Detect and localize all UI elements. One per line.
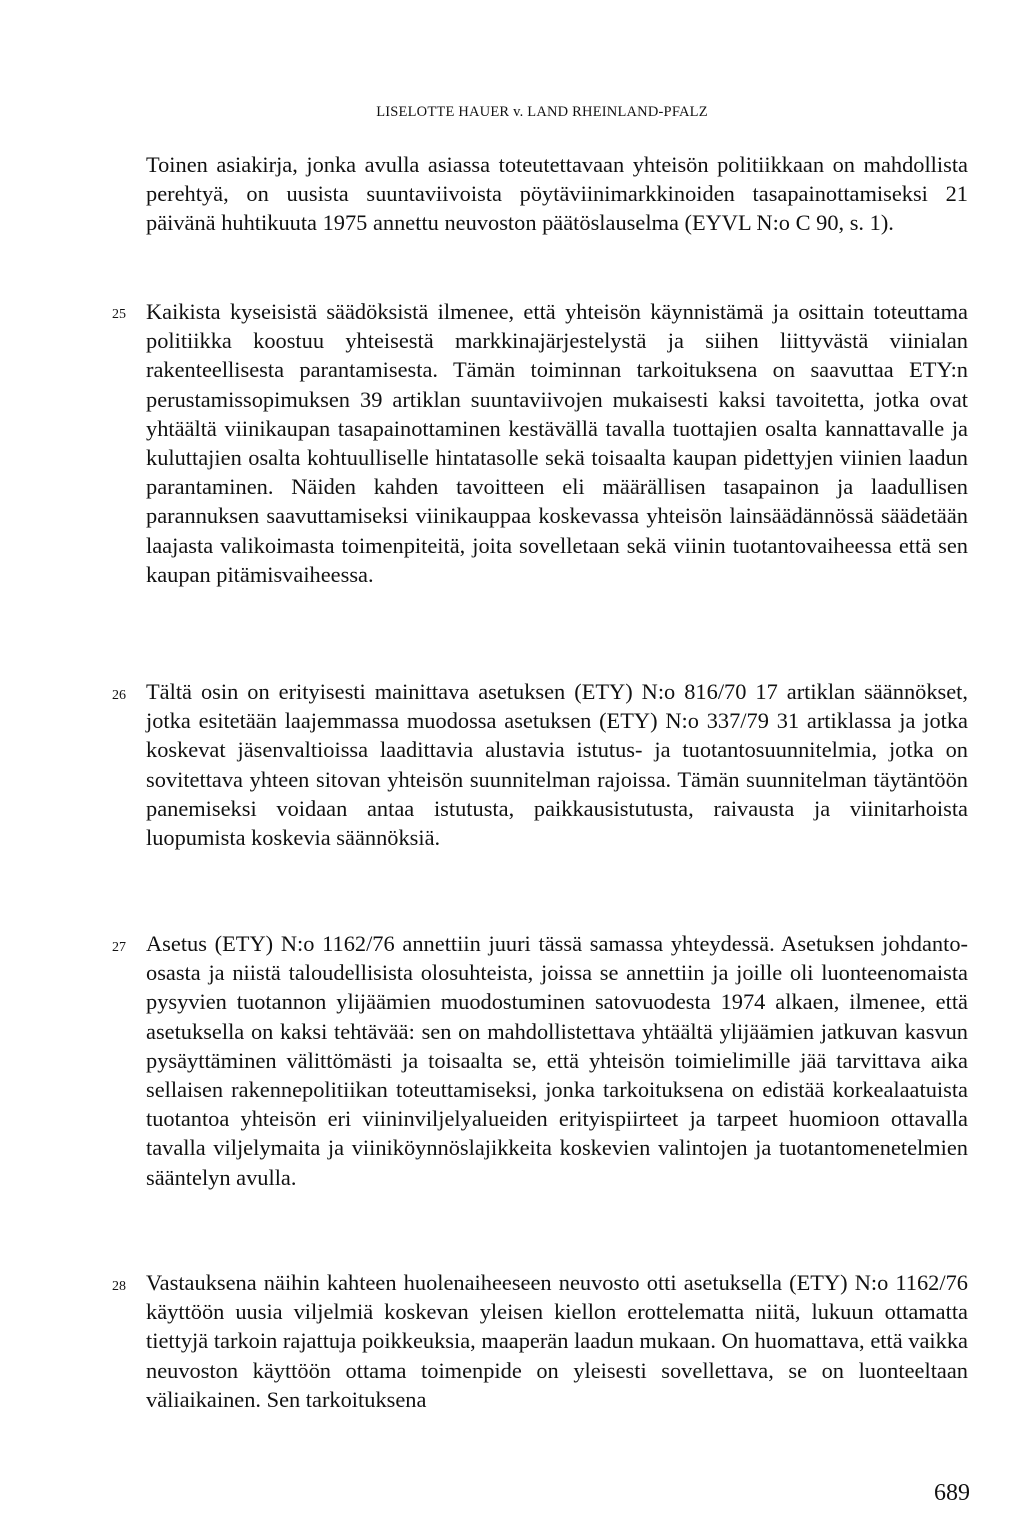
paragraph-number-26: 26 [112, 688, 126, 703]
page-number: 689 [934, 1480, 970, 1506]
paragraph-number-28: 28 [112, 1279, 126, 1294]
paragraph-25: Kaikista kyseisistä säädöksistä ilmenee, että yhteisön käynnistämä ja osittain toteuttama politiikka koostuu yhteisestä markkinajärjestelystä ja siihen liittyvästä viinialan rakenteellisesta parantamisesta. Tämän toiminnan tarkoituksena on saavuttaa ETY:n perustamissopimuksen 39 artiklan suuntaviivojen mukaisesti kaksi tavoitetta, jotka ovat yhtäältä viinikaupan tasapainottaminen kestävällä tavalla tuottajien osalta kannattavalle ja kuluttajien osalta kohtuulliselle hintatasolle sekä toisaalta kaupan pidettyjen viinien laadun parantaminen. Näiden kahden tavoitteen eli määrällisen tasapainon ja laadullisen parannuksen saavuttamiseksi viinikauppaa koskevassa yhteisön lainsäädännössä säädetään laajasta valikoimasta toimenpiteitä, joita sovelletaan sekä viinin tuotantovaiheessa että sen kaupan pitämisvaiheessa. [146, 299, 968, 587]
paragraph-26: Tältä osin on erityisesti mainittava asetuksen (ETY) N:o 816/70 17 artiklan säännökset, jotka esitetään laajemmassa muodossa asetuksen (ETY) N:o 337/79 31 artiklassa ja jotka koskevat jäsenvaltioissa laadittavia alustavia istutus- ja tuotantosuunnitelmia, jotka on sovitettava yhteen sitovan yhteisön suunnitelman rajoissa. Tämän suunnitelman täytäntöön panemiseksi voidaan antaa istutusta, paikkausistutusta, raivausta ja viinitarhoista luopumista koskevia säännöksiä. [146, 679, 968, 851]
paragraph-number-25: 25 [112, 307, 126, 322]
running-header: LISELOTTE HAUER v. LAND RHEINLAND-PFALZ [376, 104, 708, 120]
paragraph-28: Vastauksena näihin kahteen huolenaiheeseen neuvosto otti asetuksella (ETY) N:o 1162/76 käyttöön uusia viljelmiä koskevan yleisen kiellon erottelematta niitä, lukuun ottamatta tiettyjä tarkoin rajattuja poikkeuksia, maaperän laadun mukaan. On huomattava, että vaikka neuvoston käyttöön ottama toimenpide on yleisesti sovellettava, se on luonteeltaan väliaikainen. Sen tarkoituksena [146, 1270, 968, 1412]
paragraph-27: Asetus (ETY) N:o 1162/76 annettiin juuri tässä samassa yhteydessä. Asetuksen johdanto-osasta ja niistä taloudellisista olosuhteista, joissa se annettiin ja joille oli luonteenomaista pysyvien tuotannon ylijäämien muodostuminen satovuodesta 1974 alkaen, ilmenee, että asetuksella on kaksi tehtävää: sen on mahdollistettava yhtäältä ylijäämien jatkuvan kasvun pysäyttäminen välittömästi ja toisaalta se, että yhteisön toimielimille jää tarvittava aika sellaisen rakennepolitiikan toteuttamiseksi, jonka tarkoituksena on edistää korkealaatuista tuotantoa yhteisön eri viininviljelyalueiden erityispiirteet ja tarpeet huomioon ottavalla tavalla viljelymaita ja viiniköynnöslajikkeita koskevien valintojen ja tuotantomenetelmien sääntelyn avulla. [146, 931, 968, 1190]
paragraph-intro: Toinen asiakirja, jonka avulla asiassa toteutettavaan yhteisön politiikkaan on mahdollista perehtyä, on uusista suuntaviivoista pöytäviinimarkkinoiden tasapainottamiseksi 21 päivänä huhtikuuta 1975 annettu neuvoston päätöslauselma (EYVL N:o C 90, s. 1). [146, 152, 968, 236]
paragraph-number-27: 27 [112, 940, 126, 955]
